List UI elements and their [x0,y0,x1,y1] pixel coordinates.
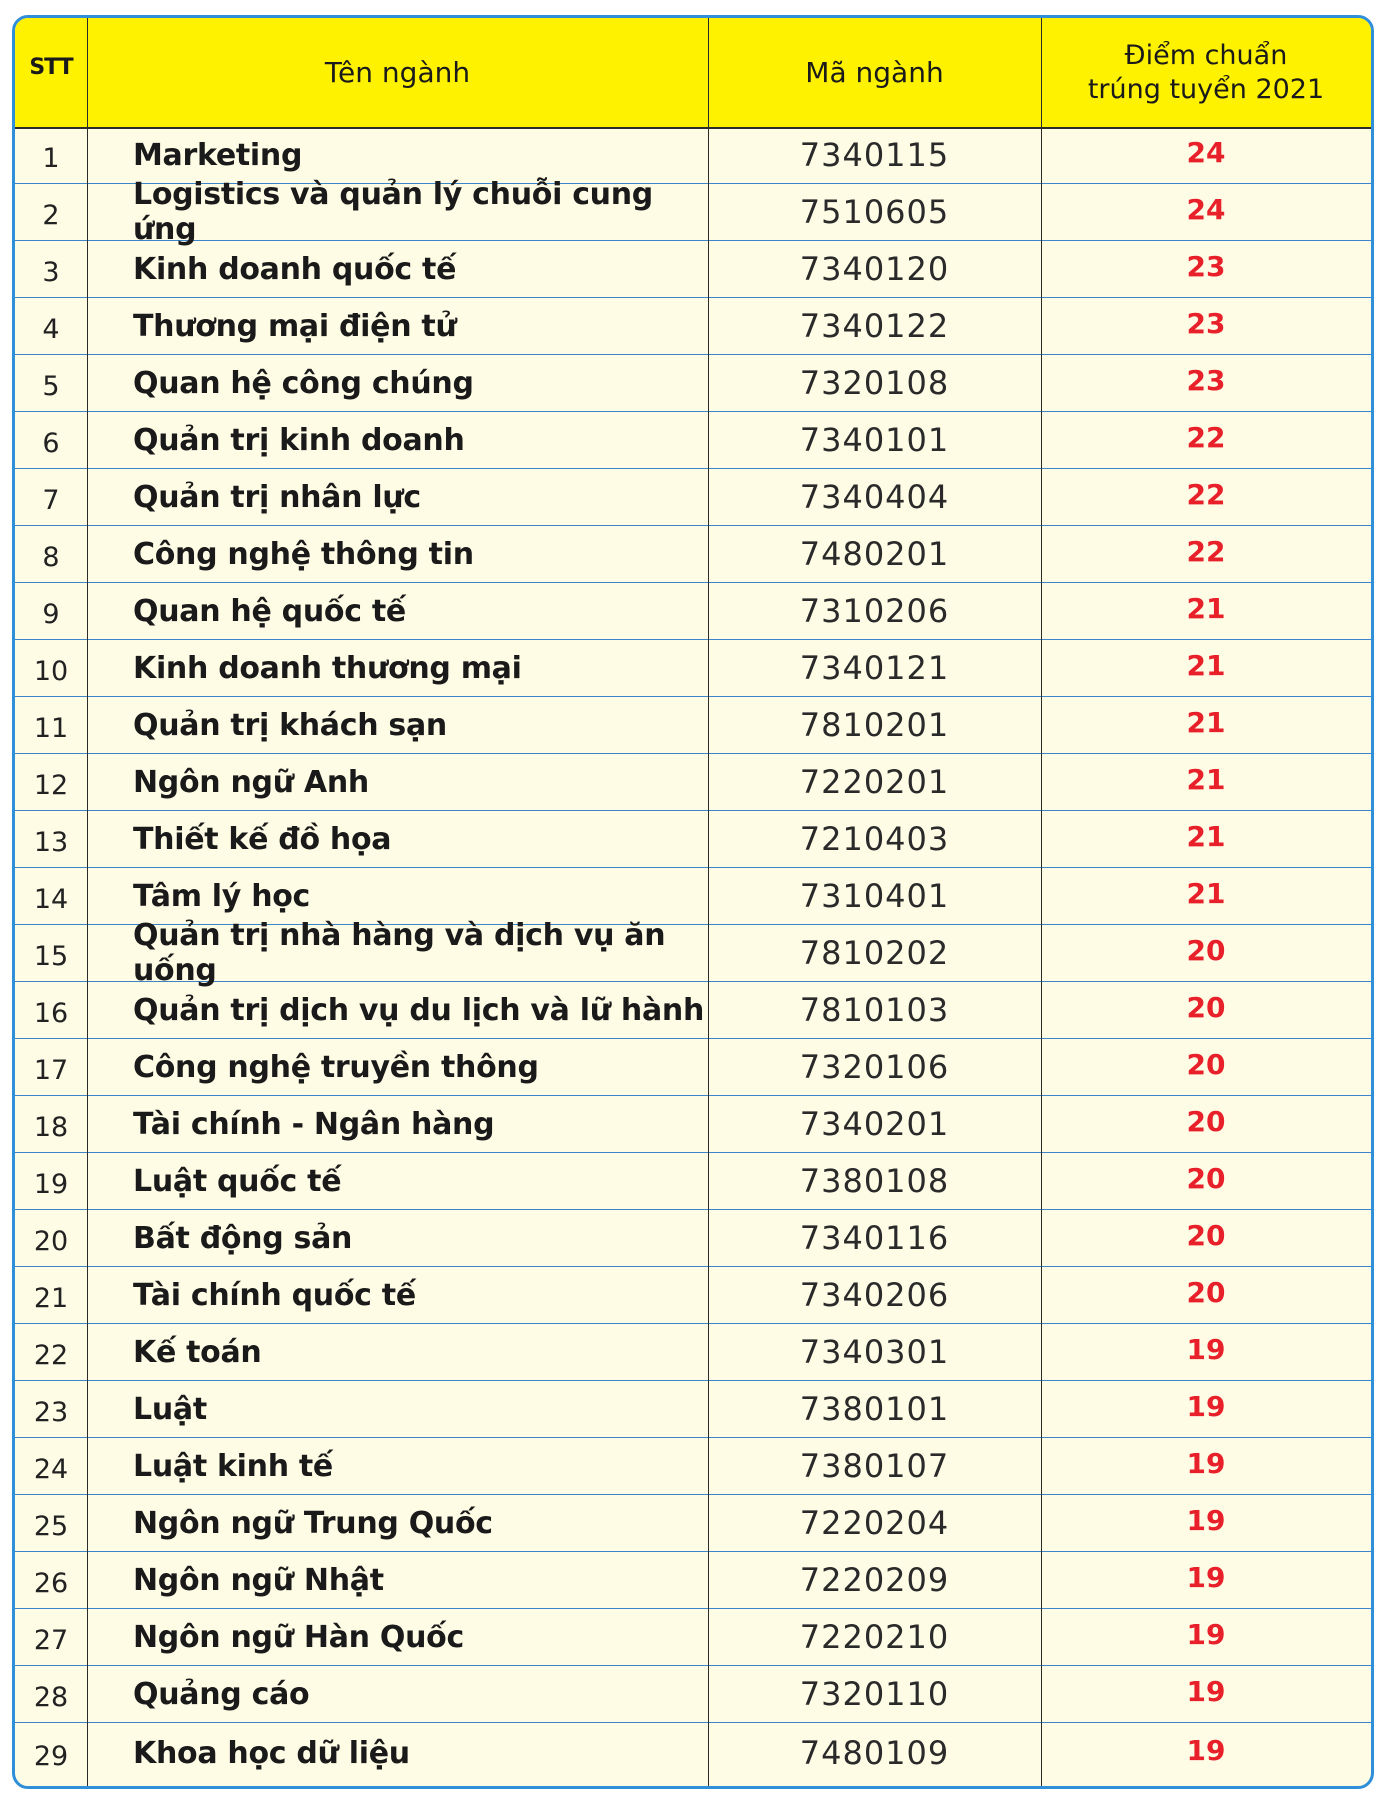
row-cutoff-score: 20 [1186,1047,1226,1081]
row-cutoff-score: 22 [1186,477,1226,511]
row-cutoff-score: 21 [1186,648,1226,682]
row-major-code: 7210403 [799,820,950,858]
row-major-code: 7380108 [799,1162,950,1200]
row-major-name: Bất động sản [133,1220,353,1256]
row-cutoff-score: 19 [1186,1446,1226,1480]
row-stt: 15 [33,940,69,972]
row-cutoff-score: 23 [1186,306,1226,340]
row-cutoff-score: 21 [1186,819,1226,853]
row-major-name: Tâm lý học [133,878,311,914]
row-cutoff-score: 23 [1186,249,1226,283]
row-major-code: 7810201 [799,706,950,744]
table-row [15,412,1371,469]
row-major-code: 7320106 [799,1048,950,1086]
row-major-name: Logistics và quản lý chuỗi cung ứng [133,177,653,247]
row-major-code: 7220209 [799,1561,950,1599]
row-stt: 9 [42,598,60,630]
row-cutoff-score: 19 [1186,1560,1226,1594]
table-row [15,1723,1371,1783]
row-cutoff-score: 21 [1186,876,1226,910]
row-cutoff-score: 20 [1186,1275,1226,1309]
table-row [15,640,1371,697]
table-row [15,127,1371,184]
row-cutoff-score: 21 [1186,591,1226,625]
row-cutoff-score: 19 [1186,1503,1226,1537]
row-major-name: Quản trị nhà hàng và dịch vụ ăn uống [133,918,666,988]
row-stt: 13 [33,826,69,858]
row-major-name: Thương mại điện tử [133,308,457,344]
row-stt: 8 [42,541,60,573]
table-row [15,241,1371,298]
row-major-name: Tài chính - Ngân hàng [133,1106,495,1142]
row-stt: 19 [33,1168,69,1200]
row-cutoff-score: 22 [1186,420,1226,454]
row-stt: 1 [42,142,60,174]
row-major-code: 7340116 [799,1219,950,1257]
row-stt: 2 [42,199,60,231]
row-major-name: Quan hệ công chúng [133,365,474,401]
row-major-code: 7340122 [799,307,950,345]
row-major-name: Ngôn ngữ Hàn Quốc [133,1619,464,1655]
row-stt: 27 [33,1624,69,1656]
row-stt: 16 [33,997,69,1029]
row-major-code: 7810202 [799,934,950,972]
row-cutoff-score: 22 [1186,534,1226,568]
row-stt: 3 [42,256,60,288]
table-row [15,697,1371,754]
row-major-code: 7340201 [799,1105,950,1143]
table-row [15,982,1371,1039]
row-major-name: Thiết kế đồ họa [133,821,392,857]
row-stt: 12 [33,769,69,801]
row-stt: 6 [42,427,60,459]
row-major-name: Quản trị dịch vụ du lịch và lữ hành [133,992,705,1028]
row-cutoff-score: 21 [1186,762,1226,796]
row-major-code: 7380107 [799,1447,950,1485]
row-major-code: 7340101 [799,421,950,459]
row-stt: 14 [33,883,69,915]
row-cutoff-score: 23 [1186,363,1226,397]
row-cutoff-score: 20 [1186,1161,1226,1195]
row-major-name: Luật [133,1391,207,1427]
row-stt: 28 [33,1681,69,1713]
row-major-name: Quảng cáo [133,1676,310,1712]
row-major-name: Luật kinh tế [133,1448,333,1484]
row-major-name: Quản trị kinh doanh [133,422,465,458]
row-major-name: Kinh doanh quốc tế [133,251,457,287]
row-cutoff-score: 19 [1186,1332,1226,1366]
table-row [15,177,1371,247]
table-row [15,1666,1371,1723]
table-row [15,1210,1371,1267]
row-major-name: Tài chính quốc tế [133,1277,416,1313]
row-cutoff-score: 20 [1186,933,1226,967]
row-major-code: 7340120 [799,250,950,288]
row-major-code: 7220204 [799,1504,950,1542]
table-row [15,1096,1371,1153]
row-cutoff-score: 19 [1186,1674,1226,1708]
table-row [15,1324,1371,1381]
table-row [15,754,1371,811]
row-cutoff-score: 19 [1186,1733,1226,1767]
header-major-name: Tên ngành [324,56,471,89]
row-cutoff-score: 19 [1186,1389,1226,1423]
row-stt: 7 [42,484,60,516]
row-major-code: 7480201 [799,535,950,573]
row-stt: 24 [33,1453,69,1485]
table-row [15,811,1371,868]
row-major-name: Kế toán [133,1334,262,1370]
row-stt: 4 [42,313,60,345]
row-major-code: 7380101 [799,1390,950,1428]
row-stt: 21 [33,1282,69,1314]
row-major-code: 7340115 [799,136,950,174]
row-major-code: 7320108 [799,364,950,402]
row-major-code: 7310206 [799,592,950,630]
table-body [15,127,1371,1783]
table-row [15,1495,1371,1552]
table-header [15,18,1371,129]
row-major-code: 7480109 [799,1734,950,1772]
row-major-name: Quản trị khách sạn [133,707,447,743]
row-major-name: Ngôn ngữ Anh [133,764,369,800]
row-cutoff-score: 20 [1186,990,1226,1024]
table-row [15,918,1371,988]
row-major-name: Công nghệ thông tin [133,536,474,572]
table-row [15,1153,1371,1210]
table-row [15,355,1371,412]
header-cutoff-score: Điểm chuẩn trúng tuyển 2021 [1087,39,1325,105]
row-major-code: 7340121 [799,649,950,687]
table-row [15,1039,1371,1096]
row-cutoff-score: 19 [1186,1617,1226,1651]
table-row [15,1267,1371,1324]
row-cutoff-score: 24 [1186,192,1226,226]
table-row [15,298,1371,355]
table-row [15,469,1371,526]
row-stt: 20 [33,1225,69,1257]
row-stt: 11 [33,712,69,744]
table-row [15,868,1371,925]
table-row [15,1438,1371,1495]
row-cutoff-score: 20 [1186,1218,1226,1252]
row-stt: 26 [33,1567,69,1599]
row-major-code: 7220201 [799,763,950,801]
row-stt: 5 [42,370,60,402]
row-stt: 10 [33,655,69,687]
row-major-code: 7340206 [799,1276,950,1314]
row-cutoff-score: 20 [1186,1104,1226,1138]
row-cutoff-score: 21 [1186,705,1226,739]
table-row [15,583,1371,640]
row-major-name: Luật quốc tế [133,1163,342,1199]
table-row [15,1609,1371,1666]
row-major-code: 7310401 [799,877,950,915]
row-major-code: 7320110 [799,1675,950,1713]
row-major-code: 7340404 [799,478,950,516]
row-major-code: 7510605 [799,193,950,231]
row-major-code: 7340301 [799,1333,950,1371]
row-stt: 17 [33,1054,69,1086]
row-stt: 18 [33,1111,69,1143]
table-row [15,1381,1371,1438]
row-major-name: Quan hệ quốc tế [133,593,406,629]
row-major-name: Ngôn ngữ Trung Quốc [133,1505,493,1541]
admission-score-table [12,15,1374,1789]
row-major-name: Công nghệ truyền thông [133,1049,539,1085]
row-major-name: Ngôn ngữ Nhật [133,1562,384,1598]
row-major-name: Quản trị nhân lực [133,479,421,515]
row-stt: 23 [33,1396,69,1428]
row-stt: 29 [33,1740,69,1772]
row-stt: 25 [33,1510,69,1542]
header-stt: STT [29,55,73,80]
row-stt: 22 [33,1339,69,1371]
header-major-code: Mã ngành [805,56,944,89]
row-major-name: Khoa học dữ liệu [133,1735,410,1771]
row-major-code: 7810103 [799,991,950,1029]
row-cutoff-score: 24 [1186,135,1226,169]
row-major-name: Marketing [133,137,303,173]
row-major-code: 7220210 [799,1618,950,1656]
table-row [15,1552,1371,1609]
row-major-name: Kinh doanh thương mại [133,650,522,686]
table-row [15,526,1371,583]
